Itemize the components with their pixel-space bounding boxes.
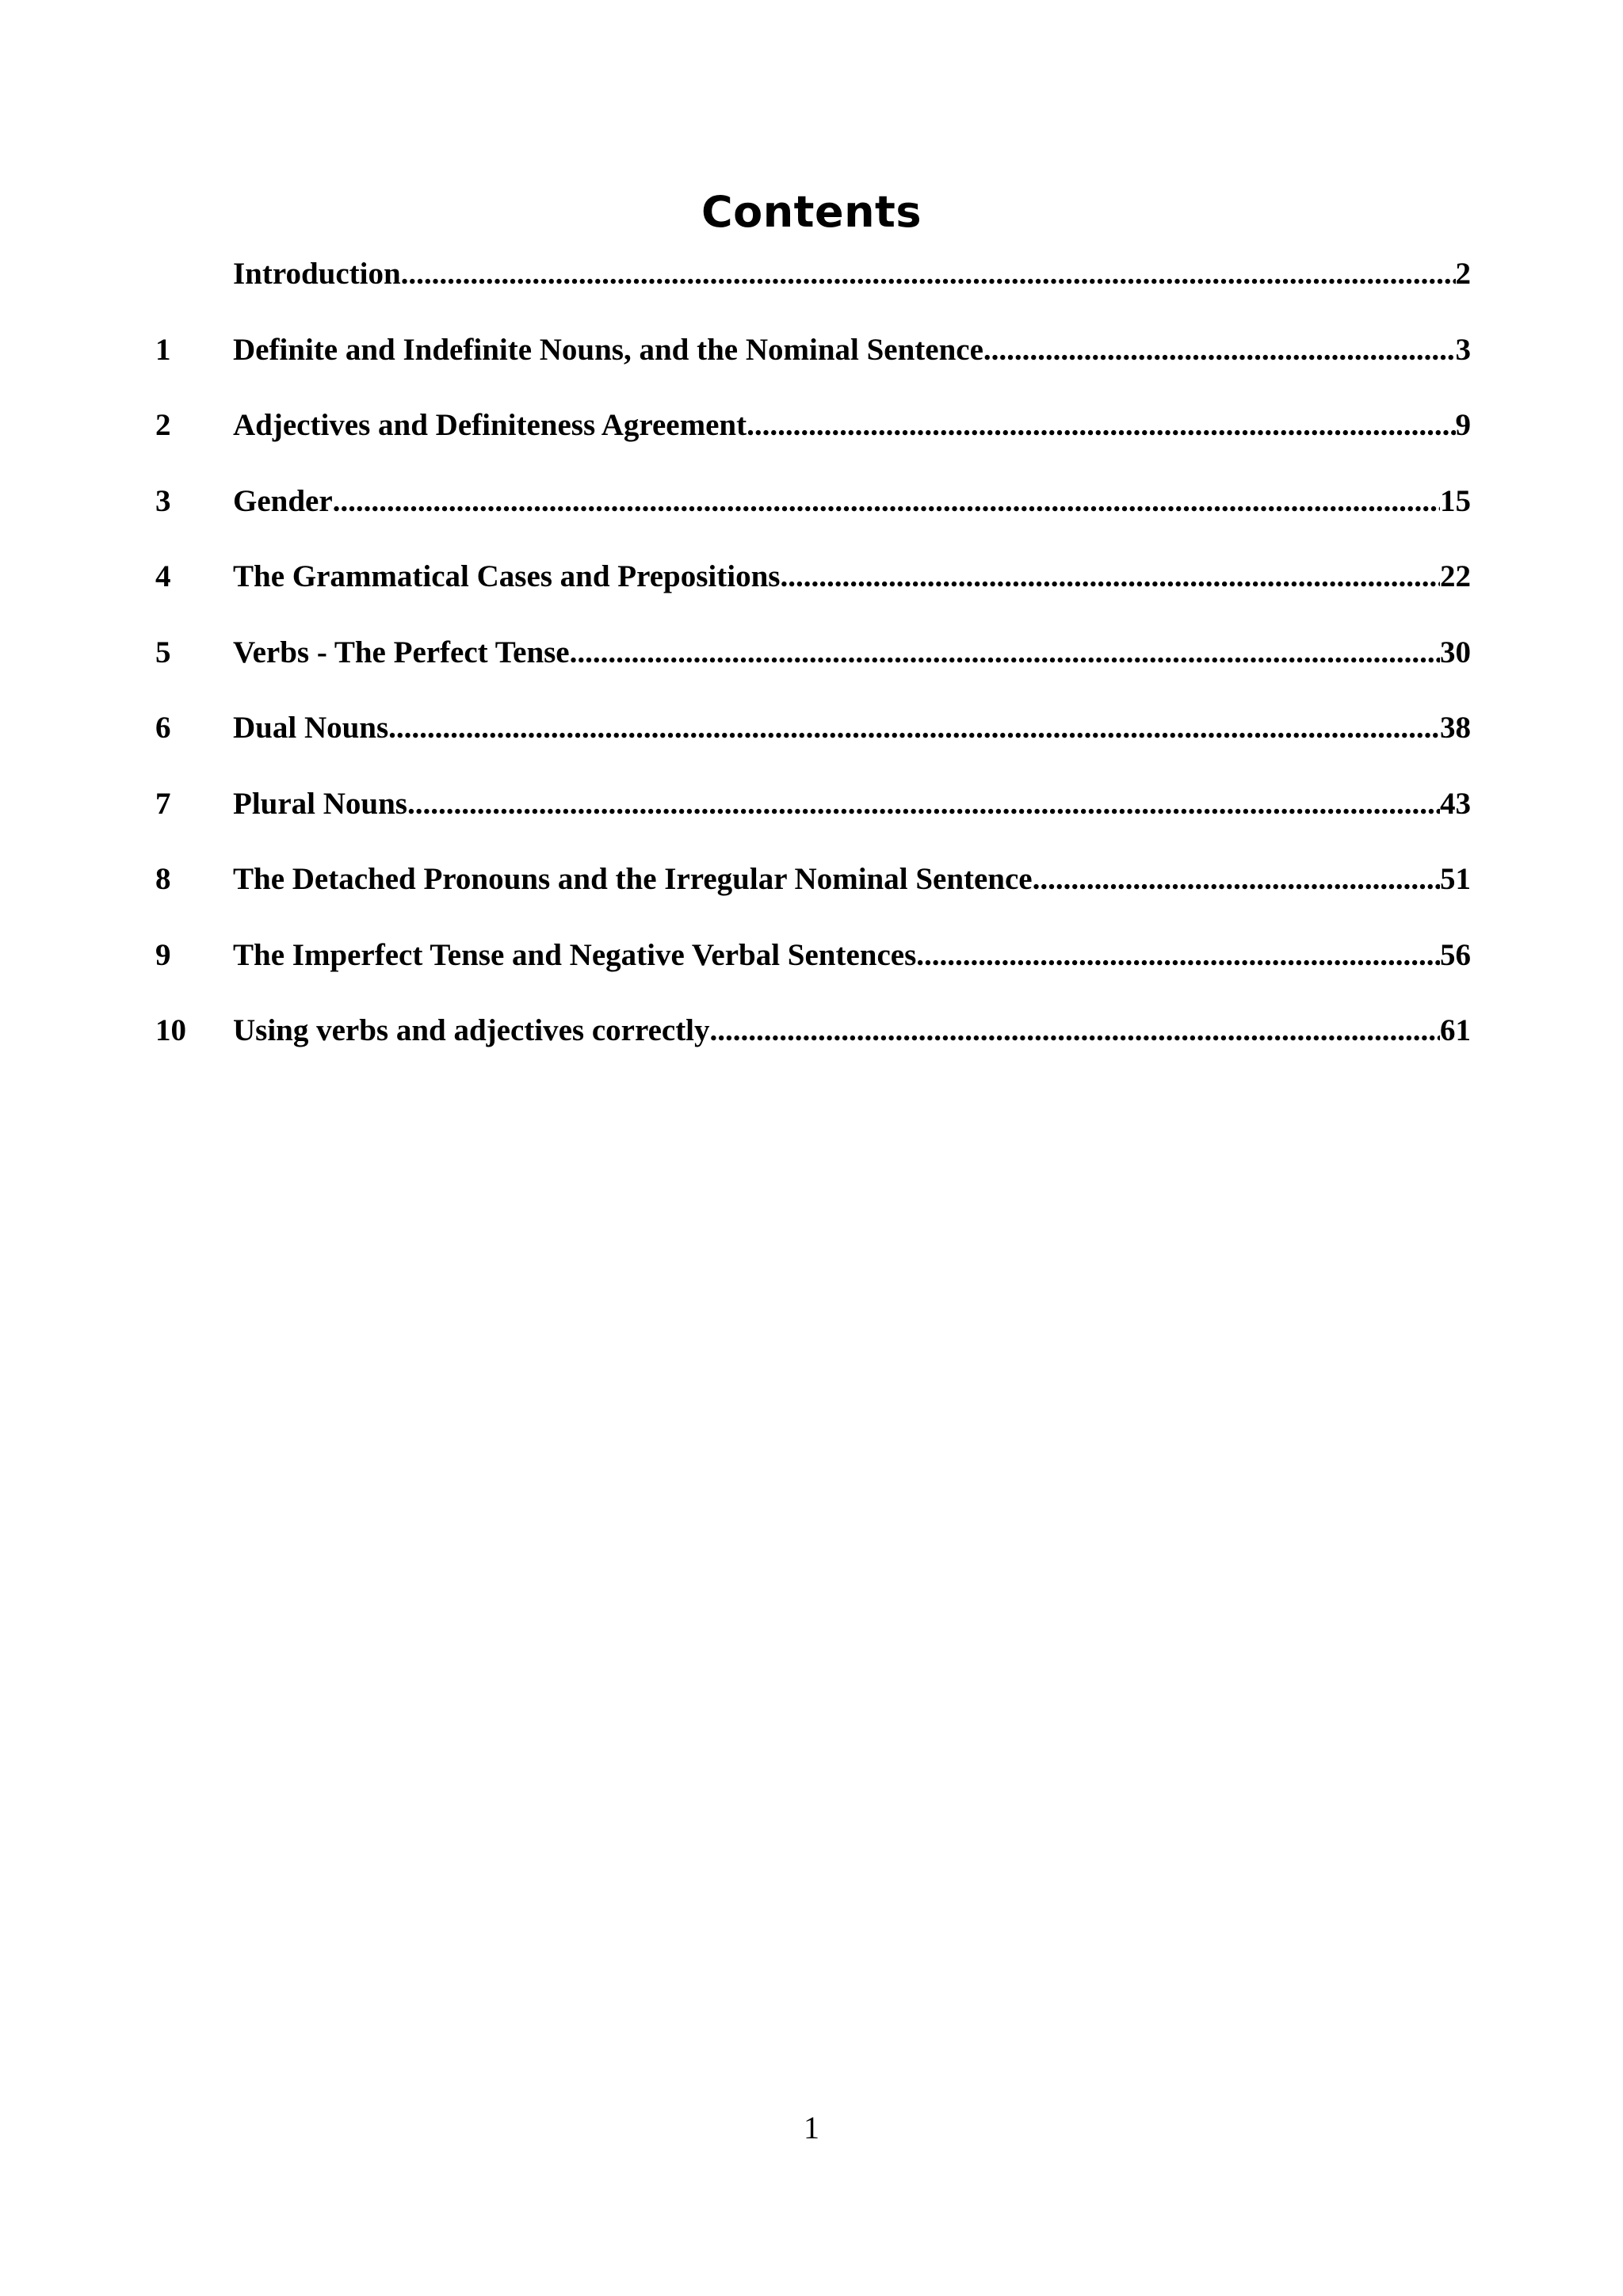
toc-entry-title: Dual Nouns: [233, 711, 389, 745]
toc-dot-leader: [570, 631, 1440, 675]
toc-entry-page: 61: [1440, 1013, 1471, 1047]
toc-entry-page: 9: [1455, 408, 1471, 442]
toc-dot-leader: [388, 706, 1440, 750]
toc-dot-leader: [710, 1009, 1440, 1053]
toc-dot-leader: [780, 555, 1440, 599]
toc-entry-number: 3: [155, 483, 171, 518]
toc-entry-title: The Imperfect Tense and Negative Verbal Sentences: [233, 937, 917, 972]
toc-dot-leader: [1033, 857, 1440, 902]
toc-entry[interactable]: [155, 706, 1471, 782]
toc-entry[interactable]: [155, 782, 1471, 858]
toc-entry-page: 38: [1440, 711, 1471, 745]
toc-entry-number: 5: [155, 635, 171, 669]
toc-dot-leader: [916, 933, 1440, 978]
toc-entry-page: 56: [1440, 937, 1471, 972]
toc-entry[interactable]: [155, 857, 1471, 933]
toc-entry-title: Introduction: [233, 257, 401, 291]
toc-entry-number: 8: [155, 862, 171, 896]
toc-entry-number: 2: [155, 408, 171, 442]
toc-entry[interactable]: [155, 479, 1471, 555]
toc-entry-title: Gender: [233, 483, 333, 518]
toc-dot-leader: [407, 782, 1440, 826]
toc-entry-page: 15: [1440, 483, 1471, 518]
toc-entry-title: The Grammatical Cases and Prepositions: [233, 559, 781, 593]
toc-entry-title: Using verbs and adjectives correctly: [233, 1013, 710, 1047]
toc-entry-number: 7: [155, 786, 171, 821]
toc-entry-page: 2: [1455, 257, 1471, 291]
toc-entry[interactable]: [155, 403, 1471, 479]
toc-dot-leader: [983, 328, 1456, 372]
toc-entry-number: 10: [155, 1013, 186, 1047]
toc-entry[interactable]: [155, 555, 1471, 631]
table-of-contents: [155, 252, 1471, 1085]
toc-entry-page: 51: [1440, 862, 1471, 896]
toc-entry[interactable]: [155, 933, 1471, 1009]
toc-entry[interactable]: [155, 328, 1471, 404]
toc-entry[interactable]: [155, 1009, 1471, 1085]
toc-entry[interactable]: [155, 252, 1471, 328]
toc-entry-number: 1: [155, 332, 171, 367]
footer-page-number: 1: [804, 2110, 819, 2145]
toc-entry-title: Verbs - The Perfect Tense: [233, 635, 570, 669]
toc-entry-page: 43: [1440, 786, 1471, 821]
toc-entry-title: Plural Nouns: [233, 786, 407, 821]
toc-entry[interactable]: [155, 631, 1471, 707]
toc-entry-title: The Detached Pronouns and the Irregular Nominal Sentence: [233, 862, 1033, 896]
toc-entry-page: 30: [1440, 635, 1471, 669]
toc-dot-leader: [401, 252, 1456, 296]
contents-heading: Contents: [701, 187, 922, 237]
toc-entry-title: Adjectives and Definiteness Agreement: [233, 408, 747, 442]
toc-dot-leader: [333, 479, 1440, 524]
toc-entry-page: 22: [1440, 559, 1471, 593]
toc-dot-leader: [747, 403, 1455, 448]
toc-entry-number: 9: [155, 937, 171, 972]
toc-entry-number: 4: [155, 559, 171, 593]
toc-entry-page: 3: [1455, 332, 1471, 367]
toc-entry-number: 6: [155, 711, 171, 745]
toc-entry-title: Definite and Indefinite Nouns, and the Nominal Sentence: [233, 332, 983, 367]
